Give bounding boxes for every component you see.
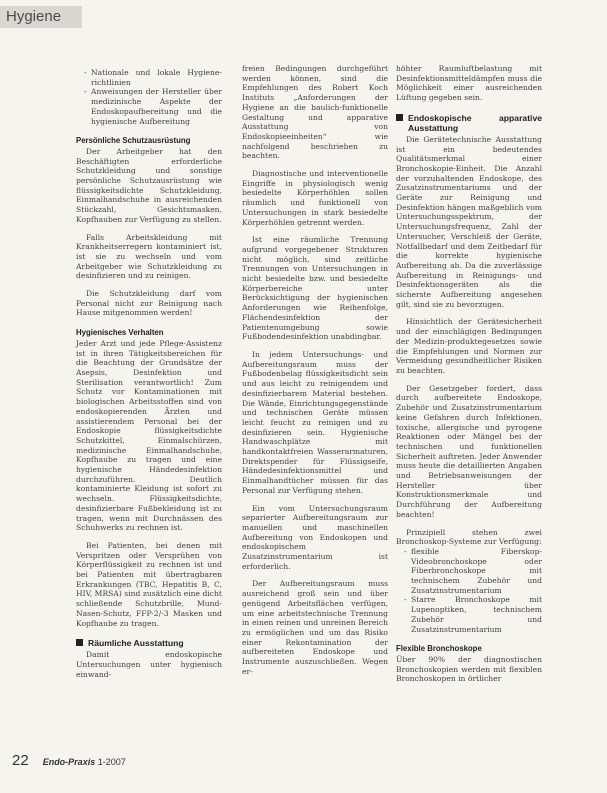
list-bronchoscope-systems	[396, 547, 542, 634]
list-item: - Anweisungen der Hersteller über medizinische Aspekte der Endoskopaufbereitung und die hygienische Aufbereitung	[84, 87, 222, 126]
page-footer	[12, 752, 126, 769]
paragraph: Diagnostische und interventionelle Eingriffe in physiologisch wenig besiedelte Körperhöhlen sollen räumlich und funktionell von Untersuchungen in stark besiedelte Körperhöhlen getrennt werden.	[242, 169, 388, 227]
paragraph: Ein vom Untersuchungsraum separierter Aufbereitungsraum zur manuellen und maschinellen Aufbereitung von Endoskopen und endoskopischem Zusatzinstrumentarium ist erforderlich.	[242, 503, 388, 571]
paragraph: In jedem Untersuchungs- und Aufbereitungsraum muss der Fußbodenbelag flüssigkeitsdicht sein und aus leicht zu reinigendem und desinfizierbarem Material bestehen. Die Wände, Einrichtungsgegenstände und technischen Geräte müssen leicht feucht zu reinigen und zu desinfizieren sein. Hygienische Handwaschplätze mit handkontaktfreien Wasserarmaturen, Direktspender für Flüssigseife, Händedesinfektionsmittel und Einmalhandtücher müssen für das Personal zur Verfügung stehen.	[242, 349, 388, 495]
square-bullet-icon	[396, 114, 403, 121]
list-guidelines	[76, 68, 222, 126]
paragraph: Der Arbeitgeber hat den Beschäftigten erforderliche Schutzkleidung und sonstige persönliche Schutzausrüstung wie flüssigkeitsdichte Schutzkleidung, Einmalhandschuhe in ausreichenden Stückzahl, Gesichtsmasken, Kopfhauben zur Verfügung zu stellen.	[76, 146, 222, 224]
column-1	[76, 68, 222, 679]
paragraph: Bei Patienten, bei denen mit Verspritzen oder Versprühen von Körperflüssigkeit zu rechnen ist und bei Patienten mit übertragbaren Erkrankungen (TBC, Hepatitis B, C, HIV, MRSA) sind zusätzlich eine dicht schließende Schutzbrille, Mund-Nasen-Schutz, FFP-2/-3 Masken und Kopfhaube zu tragen.	[76, 540, 222, 628]
heading-text: Endoskopische apparative Ausstattung	[408, 112, 542, 133]
list-item: - Nationale und lokale Hygiene-richtlinien	[84, 68, 222, 87]
journal-name	[43, 757, 126, 767]
square-bullet-icon	[76, 639, 83, 646]
list-item: - Starre Bronchoskope mit Lupenoptiken, technischem Zubehör und Zusatzinstrumentarium	[404, 595, 542, 634]
journal-issue: 1-2007	[97, 757, 126, 767]
heading-schutzausruestung: Persönliche Schutzausrüstung	[76, 136, 191, 146]
heading-apparative-ausstattung	[396, 113, 542, 133]
list-item: - flexible Fiberskop-Videobronchoskope oder Fiberbronchoskope mit technischem Zubehör und Zusatzinstrumentarium	[404, 547, 542, 596]
paragraph: Prinzipiell stehen zwei Bronchoskop-Systeme zur Verfügung:	[396, 527, 542, 547]
paragraph: Damit endoskopische Untersuchungen unter hygienisch einwand-	[76, 650, 222, 679]
heading-text: Räumliche Ausstattung	[88, 638, 184, 649]
column-3	[396, 64, 542, 684]
paragraph: höhter Raumluftbelastung mit Desinfektionsmitteldämpfen muss die Möglichkeit einer ausreichenden Lüftung gegeben sein.	[396, 64, 542, 103]
paragraph: Der Aufbereitungsraum muss ausreichend groß sein und über genügend Arbeitsflächen verfügen, um eine arbeitstechnische Trennung in einen reinen und unreinen Bereich zu ermöglichen und um das Risiko einer Rekontamination der aufbereiteten Endoskope und Instrumente auszuschließen. Wegen er-	[242, 579, 388, 676]
paragraph: Der Gesetzgeber fordert, dass durch aufbereitete Endoskope, Zubehör und Zusatzinstrumentarium keine Gefahren durch Infektionen, toxische, allergische und pyrogene Reaktionen oder Mängel bei der technischen und funktionellen Sicherheit auftreten. Jeder Anwender muss heute die detaillierten Angaben und Betriebsanweisungen der Hersteller über Konstruktionsmerkmale und Durchführung der Aufbereitung beachten!	[396, 383, 542, 519]
paragraph: Hinsichtlich der Gerätesicherheit und der einschlägigen Bedingungen der Medizin-produktegesetzes sowie die Empfehlungen und Normen zur Vermeidung gesundheitlicher Risiken zu beachten.	[396, 317, 542, 375]
section-header: Hygiene	[0, 6, 82, 28]
heading-raeumliche-ausstattung	[76, 638, 222, 648]
heading-flexible-bronchoskope: Flexible Bronchoskope	[396, 644, 482, 654]
journal-title: Endo-Praxis	[42, 757, 96, 767]
paragraph: Die Gerätetechnische Ausstattung ist ein bedeutendes Qualitätsmerkmal einer Bronchoskopie-Einheit. Die Anzahl der vorzuhaltenden Endoskope, des Zusatzinstrumentariums und der Geräte zur Reinigung und Desinfektion hängen maßgeblich vom Untersuchungsspektrum, der Untersuchungsfrequenz, Zahl der Untersucher, Verschleiß der Geräte, Notfallbedarf und dem Zeitbedarf für die korrekte hygienische Aufbereitung ab. Da die zuverlässige Aufbereitung in Reinigungs- und Desinfektionsgeräten als die sicherste Aufbereitung angesehen gilt, sind sie zu bevorzugen.	[396, 134, 542, 309]
paragraph: Jeder Arzt und jede Pflege-Assistenz ist in ihren Tätigkeitsbereichen für die Beachtung der Grundsätze der Asepsis, Desinfektion und Sterilisation verantwortlich! Zum Schutz vor Kontaminationen mit biologischen Arbeitsstoffen sind von endoskopierenden Ärzten und assistierendem Personal bei der Endoskopie flüssigkeitsdichte Schutzkittel, Einmalschürzen, medizinische Einmalhandschuhe, Kopfhaube zu tragen und eine hygienische Händedesinfektion durchzuführen. Deutlich kontaminierte Kleidung ist sofort zu wechseln. Flüssigkeitsdichte, desinfizierbare Fußbekleidung ist zu tragen, wenn mit Durchnässen des Schuhwerks zu rechnen ist.	[76, 338, 222, 533]
paragraph: Die Schutzkleidung darf vom Personal nicht zur Reinigung nach Hause mitgenommen werden!	[76, 289, 222, 318]
column-2	[242, 64, 388, 676]
heading-hygienisches-verhalten: Hygienisches Verhalten	[76, 328, 164, 338]
paragraph: freien Bedingungen durchgeführt werden können, sind die Empfehlungen des Robert Koch Instituts „Anforderungen der Hygiene an die baulich-funktionelle Gestaltung und apparative Ausstattung von Endoskopieeinheiten“ wie nachfolgend beschrieben zu beachten.	[242, 64, 388, 161]
paragraph: Über 90% der diagnostischen Bronchoskopien werden mit flexiblen Bronchoskopen in örtlicher	[396, 654, 542, 684]
paragraph: Ist eine räumliche Trennung aufgrund vorgegebener Strukturen nicht möglich, sind zeitliche Trennungen von Untersuchungen in nicht besiedelte bzw. und besiedelte Körperbereiche unter Berücksichtigung der hygienischen Anforderungen wie Reihenfolge, Flächendesinfektion der Patientenumgebung sowie Fußbodendesinfektion unabdingbar.	[242, 235, 388, 342]
paragraph: Falls Arbeitskleidung mit Krankheitserregern kontaminiert ist, ist sie zu wechseln und vom Arbeitgeber wie Schutzkleidung zu desinfizieren und zu reinigen.	[76, 232, 222, 281]
page-number: 22	[12, 752, 29, 769]
